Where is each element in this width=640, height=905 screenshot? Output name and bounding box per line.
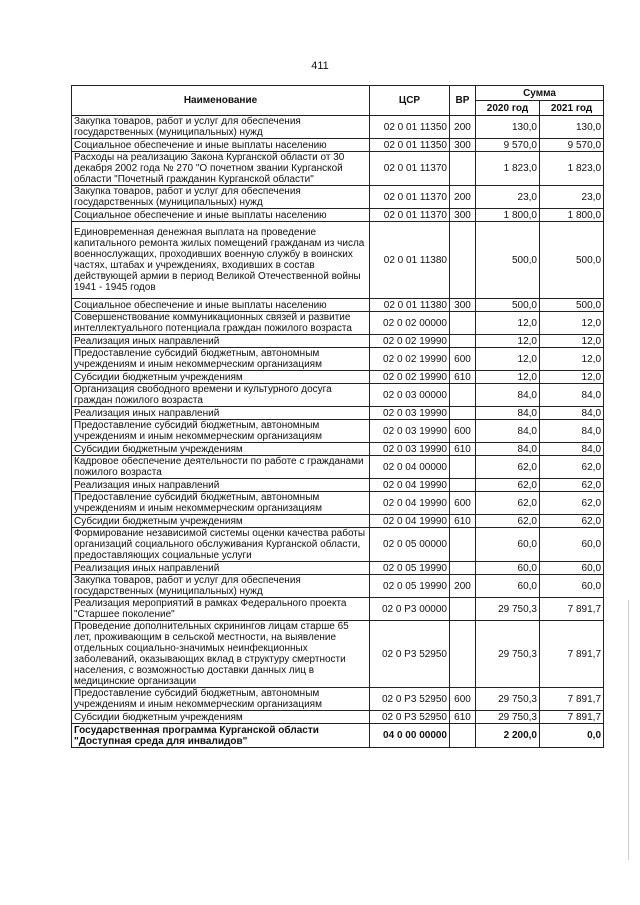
row-vr: 600	[450, 348, 476, 371]
row-amount-2020: 60,0	[476, 575, 540, 598]
row-vr	[450, 222, 476, 299]
table-row	[72, 348, 604, 371]
row-csr: 02 0 03 19990	[370, 420, 450, 443]
table-row	[72, 209, 604, 222]
row-name: Субсидии бюджетным учреждениям	[72, 443, 370, 456]
row-vr: 610	[450, 711, 476, 724]
row-amount-2021: 84,0	[540, 420, 604, 443]
row-vr	[450, 407, 476, 420]
table-row	[72, 456, 604, 479]
row-name: Социальное обеспечение и иные выплаты населению	[72, 139, 370, 152]
table-row	[72, 711, 604, 724]
row-amount-2021: 7 891,7	[540, 711, 604, 724]
row-amount-2021: 7 891,7	[540, 621, 604, 688]
row-vr	[450, 621, 476, 688]
row-amount-2020: 12,0	[476, 348, 540, 371]
page-number: 411	[311, 60, 329, 72]
table-body	[72, 116, 604, 748]
row-amount-2020: 29 750,3	[476, 688, 540, 711]
row-csr: 02 0 05 00000	[370, 528, 450, 562]
row-name: Реализация иных направлений	[72, 335, 370, 348]
table-row	[72, 515, 604, 528]
row-amount-2021: 7 891,7	[540, 598, 604, 621]
table-row	[72, 116, 604, 139]
row-amount-2021: 1 823,0	[540, 152, 604, 186]
row-name: Реализация иных направлений	[72, 562, 370, 575]
table-row	[72, 443, 604, 456]
row-amount-2021: 12,0	[540, 335, 604, 348]
row-vr: 610	[450, 443, 476, 456]
row-amount-2021: 12,0	[540, 371, 604, 384]
row-vr: 200	[450, 116, 476, 139]
header-year-2020: 2020 год	[476, 101, 540, 116]
row-vr	[450, 528, 476, 562]
row-vr: 610	[450, 515, 476, 528]
row-vr: 600	[450, 420, 476, 443]
row-amount-2020: 84,0	[476, 420, 540, 443]
row-name: Закупка товаров, работ и услуг для обеспечения государственных (муниципальных) нужд	[72, 116, 370, 139]
row-name: Реализация мероприятий в рамках Федерального проекта "Старшее поколение"	[72, 598, 370, 621]
row-vr: 600	[450, 492, 476, 515]
row-csr: 02 0 02 00000	[370, 312, 450, 335]
row-csr: 02 0 02 19990	[370, 371, 450, 384]
row-csr: 02 0 04 19990	[370, 479, 450, 492]
row-csr: 02 0 Р3 00000	[370, 598, 450, 621]
scan-fold-line	[628, 600, 629, 860]
row-name: Предоставление субсидий бюджетным, автономным учреждениям и иным некоммерческим организациям	[72, 420, 370, 443]
row-amount-2020: 12,0	[476, 335, 540, 348]
row-name: Закупка товаров, работ и услуг для обеспечения государственных (муниципальных) нужд	[72, 575, 370, 598]
table-row	[72, 384, 604, 407]
row-vr: 300	[450, 299, 476, 312]
row-amount-2021: 500,0	[540, 222, 604, 299]
row-amount-2021: 60,0	[540, 528, 604, 562]
row-name: Закупка товаров, работ и услуг для обеспечения государственных (муниципальных) нужд	[72, 186, 370, 209]
row-csr: 02 0 Р3 52950	[370, 688, 450, 711]
row-amount-2021: 500,0	[540, 299, 604, 312]
row-vr	[450, 479, 476, 492]
row-name: Субсидии бюджетным учреждениям	[72, 371, 370, 384]
row-name: Организация свободного времени и культурного досуга граждан пожилого возраста	[72, 384, 370, 407]
table-row	[72, 562, 604, 575]
row-amount-2020: 62,0	[476, 479, 540, 492]
row-name: Реализация иных направлений	[72, 479, 370, 492]
row-amount-2020: 23,0	[476, 186, 540, 209]
row-vr	[450, 562, 476, 575]
table-row	[72, 492, 604, 515]
row-amount-2020: 2 200,0	[476, 724, 540, 748]
row-name: Предоставление субсидий бюджетным, автономным учреждениям и иным некоммерческим организациям	[72, 348, 370, 371]
header-sum: Сумма	[476, 86, 604, 101]
row-vr	[450, 724, 476, 748]
row-amount-2021: 9 570,0	[540, 139, 604, 152]
row-amount-2020: 62,0	[476, 515, 540, 528]
table-row	[72, 299, 604, 312]
row-csr: 02 0 04 00000	[370, 456, 450, 479]
row-name: Кадровое обеспечение деятельности по работе с гражданами пожилого возраста	[72, 456, 370, 479]
row-vr	[450, 598, 476, 621]
row-vr: 300	[450, 139, 476, 152]
row-vr: 200	[450, 186, 476, 209]
table-row	[72, 598, 604, 621]
budget-table	[71, 85, 604, 748]
row-amount-2021: 84,0	[540, 407, 604, 420]
row-amount-2020: 130,0	[476, 116, 540, 139]
row-csr: 02 0 01 11370	[370, 186, 450, 209]
header-name: Наименование	[72, 86, 370, 116]
row-csr: 02 0 03 19990	[370, 443, 450, 456]
row-amount-2021: 12,0	[540, 348, 604, 371]
row-csr: 02 0 Р3 52950	[370, 711, 450, 724]
row-vr	[450, 384, 476, 407]
row-amount-2021: 1 800,0	[540, 209, 604, 222]
row-csr: 02 0 05 19990	[370, 575, 450, 598]
row-amount-2021: 12,0	[540, 312, 604, 335]
row-amount-2020: 12,0	[476, 312, 540, 335]
row-name: Предоставление субсидий бюджетным, автономным учреждениям и иным некоммерческим организациям	[72, 688, 370, 711]
row-amount-2020: 84,0	[476, 407, 540, 420]
row-amount-2020: 62,0	[476, 456, 540, 479]
row-csr: 02 0 01 11380	[370, 299, 450, 312]
row-amount-2021: 60,0	[540, 575, 604, 598]
table-row	[72, 420, 604, 443]
table-row	[72, 312, 604, 335]
table-row	[72, 621, 604, 688]
row-amount-2020: 84,0	[476, 443, 540, 456]
row-amount-2021: 130,0	[540, 116, 604, 139]
row-amount-2020: 1 823,0	[476, 152, 540, 186]
row-csr: 02 0 01 11380	[370, 222, 450, 299]
row-amount-2020: 60,0	[476, 528, 540, 562]
row-amount-2020: 29 750,3	[476, 621, 540, 688]
row-name: Совершенствование коммуникационных связей и развитие интеллектуального потенциала граждан пожилого возраста	[72, 312, 370, 335]
row-name: Социальное обеспечение и иные выплаты населению	[72, 209, 370, 222]
row-name: Государственная программа Курганской области "Доступная среда для инвалидов"	[72, 724, 370, 748]
table-row	[72, 222, 604, 299]
row-amount-2021: 62,0	[540, 479, 604, 492]
row-amount-2020: 9 570,0	[476, 139, 540, 152]
row-name: Формирование независимой системы оценки качества работы организаций социального обслуживания Курганской области, предоставляющих социальные услуги	[72, 528, 370, 562]
row-vr: 300	[450, 209, 476, 222]
row-vr: 600	[450, 688, 476, 711]
row-name: Субсидии бюджетным учреждениям	[72, 515, 370, 528]
row-csr: 02 0 01 11370	[370, 209, 450, 222]
table-row	[72, 335, 604, 348]
row-amount-2020: 60,0	[476, 562, 540, 575]
row-name: Социальное обеспечение и иные выплаты населению	[72, 299, 370, 312]
row-name: Реализация иных направлений	[72, 407, 370, 420]
row-csr: 02 0 03 19990	[370, 407, 450, 420]
table-row	[72, 152, 604, 186]
row-name: Субсидии бюджетным учреждениям	[72, 711, 370, 724]
table-row	[72, 407, 604, 420]
row-csr: 02 0 05 19990	[370, 562, 450, 575]
row-csr: 04 0 00 00000	[370, 724, 450, 748]
row-name: Единовременная денежная выплата на проведение капитального ремонта жилых помещений гражданам из числа военнослужащих, проходивших военную службу в воинских частях, штабах и учреждениях, входивших в состав действующей армии в период Великой Отечественной войны 1941 - 1945 годов	[72, 222, 370, 299]
row-amount-2020: 62,0	[476, 492, 540, 515]
row-vr: 200	[450, 575, 476, 598]
row-vr	[450, 152, 476, 186]
row-amount-2020: 500,0	[476, 222, 540, 299]
row-vr: 610	[450, 371, 476, 384]
row-name: Проведение дополнительных скринингов лицам старше 65 лет, проживающим в сельской местности, на выявление отдельных социально-значимых неинфекционных заболеваний, оказывающих вклад в структуру смертности населения, с возможностью доставки данных лиц в медицинские организации	[72, 621, 370, 688]
row-amount-2020: 500,0	[476, 299, 540, 312]
row-csr: 02 0 02 19990	[370, 348, 450, 371]
row-amount-2021: 62,0	[540, 456, 604, 479]
row-vr	[450, 335, 476, 348]
row-amount-2020: 29 750,3	[476, 598, 540, 621]
row-vr	[450, 456, 476, 479]
table-row	[72, 575, 604, 598]
header-csr: ЦСР	[370, 86, 450, 116]
row-amount-2021: 62,0	[540, 492, 604, 515]
row-amount-2021: 60,0	[540, 562, 604, 575]
row-amount-2021: 62,0	[540, 515, 604, 528]
table-row	[72, 528, 604, 562]
row-csr: 02 0 04 19990	[370, 515, 450, 528]
row-vr	[450, 312, 476, 335]
table-row	[72, 186, 604, 209]
header-year-2021: 2021 год	[540, 101, 604, 116]
table-row	[72, 371, 604, 384]
row-amount-2021: 84,0	[540, 384, 604, 407]
row-amount-2021: 7 891,7	[540, 688, 604, 711]
table-row	[72, 688, 604, 711]
table-row	[72, 479, 604, 492]
header-vr: ВР	[450, 86, 476, 116]
row-amount-2020: 84,0	[476, 384, 540, 407]
row-name: Предоставление субсидий бюджетным, автономным учреждениям и иным некоммерческим организациям	[72, 492, 370, 515]
row-csr: 02 0 02 19990	[370, 335, 450, 348]
row-csr: 02 0 Р3 52950	[370, 621, 450, 688]
row-csr: 02 0 03 00000	[370, 384, 450, 407]
row-amount-2021: 84,0	[540, 443, 604, 456]
row-amount-2020: 12,0	[476, 371, 540, 384]
row-amount-2021: 0,0	[540, 724, 604, 748]
row-csr: 02 0 04 19990	[370, 492, 450, 515]
row-csr: 02 0 01 11370	[370, 152, 450, 186]
table-row	[72, 139, 604, 152]
row-csr: 02 0 01 11350	[370, 139, 450, 152]
row-name: Расходы на реализацию Закона Курганской области от 30 декабря 2002 года № 270 "О почетном звании Курганской области "Почетный гражданин Курганской области"	[72, 152, 370, 186]
table-row	[72, 724, 604, 748]
row-csr: 02 0 01 11350	[370, 116, 450, 139]
row-amount-2020: 1 800,0	[476, 209, 540, 222]
row-amount-2020: 29 750,3	[476, 711, 540, 724]
row-amount-2021: 23,0	[540, 186, 604, 209]
